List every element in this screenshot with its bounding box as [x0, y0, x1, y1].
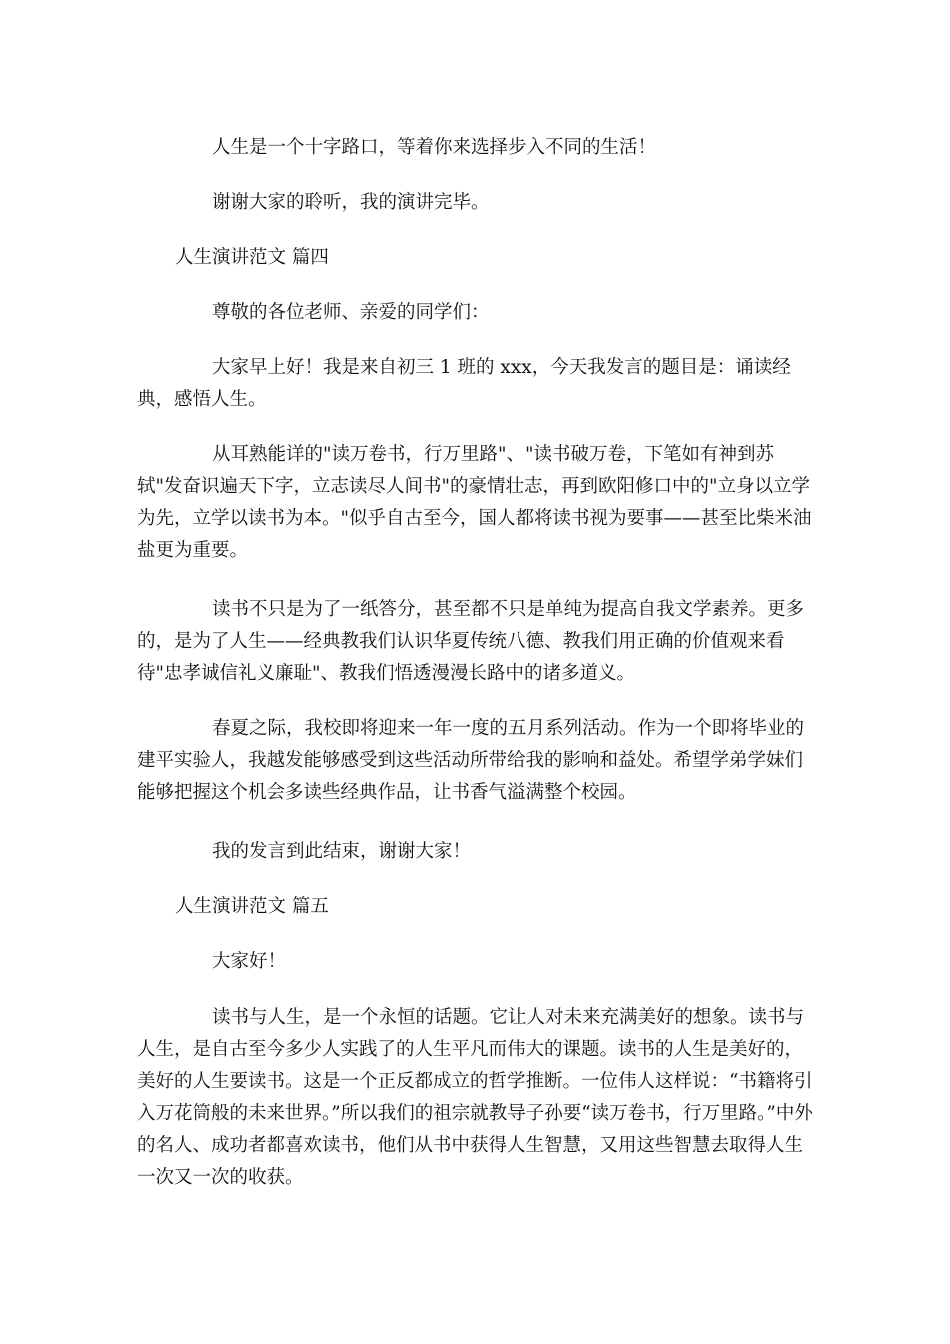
paragraph: 读书不只是为了一纸答分，甚至都不只是单纯为提高自我文学素养。更多的，是为了人生——经典教我们认识华夏传统八德、教我们用正确的价值观来看待"忠孝诚信礼义廉耻"、教我们悟透漫漫长路中的诸多道义。 [137, 599, 805, 684]
paragraph: 尊敬的各位老师、亲爱的同学们： [212, 302, 490, 323]
paragraph: 谢谢大家的聆听，我的演讲完毕。 [212, 192, 490, 213]
section-heading: 人生演讲范文 篇四 [175, 247, 329, 268]
paragraph: 我的发言到此结束，谢谢大家！ [212, 841, 472, 862]
paragraph: 从耳熟能详的"读万卷书，行万里路"、"读书破万卷，下笔如有神到苏轼"发奋识遍天下字，立志读尽人间书"的豪情壮志，再到欧阳修口中的"立身以立学为先，立学以读书为本。"似乎自古至今，国人都将读书视为要事——甚至比柴米油盐更为重要。 [137, 444, 812, 561]
paragraph: 大家好！ [212, 951, 287, 972]
section-heading: 人生演讲范文 篇五 [175, 896, 329, 917]
paragraph: 春夏之际，我校即将迎来一年一度的五月系列活动。作为一个即将毕业的建平实验人，我越发能够感受到这些活动所带给我的影响和益处。希望学弟学妹们能够把握这个机会多读些经典作品，让书香气溢满整个校园。 [137, 718, 805, 803]
paragraph: 人生是一个十字路口，等着你来选择步入不同的生活！ [212, 137, 657, 158]
paragraph: 读书与人生，是一个永恒的话题。它让人对未来充满美好的想象。读书与人生，是自古至今多少人实践了的人生平凡而伟大的课题。读书的人生是美好的，美好的人生要读书。这是一个正反都成立的哲学推断。一位伟人这样说：“书籍将引入万花筒般的未来世界。”所以我们的祖宗就教导子孙要“读万卷书，行万里路。”中外的名人、成功者都喜欢读书，他们从书中获得人生智慧，又用这些智慧去取得人生一次又一次的收获。 [137, 1007, 813, 1188]
paragraph: 大家早上好！我是来自初三 1 班的 xxx，今天我发言的题目是：诵读经典，感悟人生。 [137, 357, 791, 410]
